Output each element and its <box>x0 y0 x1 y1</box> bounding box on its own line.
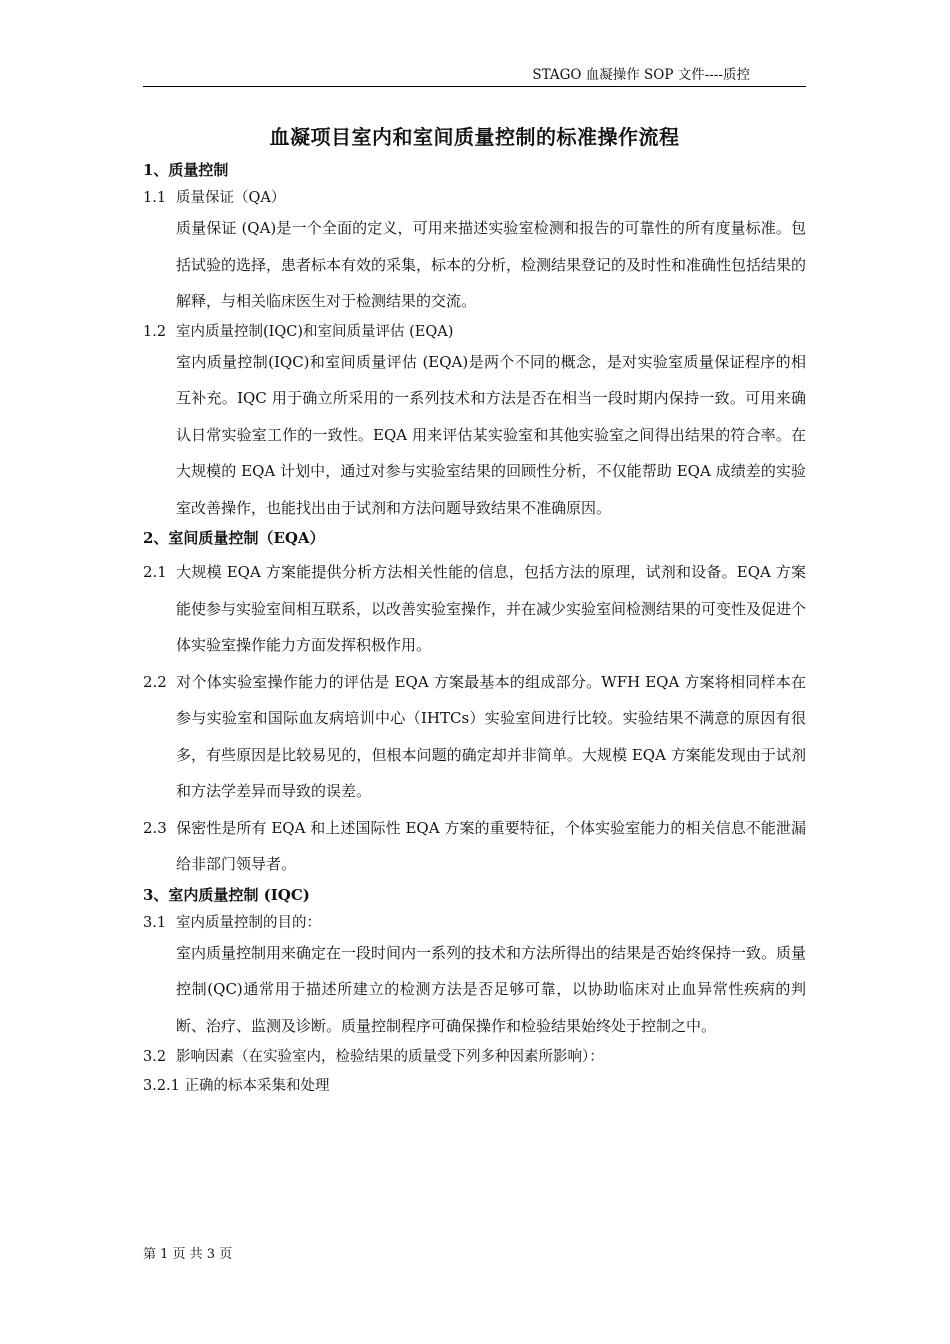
item-number: 2.1 <box>143 563 167 581</box>
subsection-number: 3.1 <box>143 914 167 931</box>
subsection-heading-3-2-1: 3.2.1 正确的标本采集和处理 <box>143 1078 330 1094</box>
subsection-heading-1-1 <box>143 186 806 210</box>
subsection-title: 质量保证（QA） <box>176 190 286 206</box>
section-heading-3: 3、室内质量控制 (IQC) <box>143 885 310 904</box>
item-number: 2.3 <box>143 818 167 837</box>
page-footer: 第 1 页 共 3 页 <box>143 1247 233 1262</box>
item-number: 2.2 <box>143 672 167 691</box>
subsection-title: 室内质量控制(IQC)和室间质量评估 (EQA) <box>176 323 454 340</box>
document-title: 血凝项目室内和室间质量控制的标准操作流程 <box>269 125 680 149</box>
page-header: STAGO 血凝操作 SOP 文件----质控 <box>143 66 806 87</box>
item-text: 保密性是所有 EQA 和上述国际性 EQA 方案的重要特征，个体实验室能力的相关信息不能泄漏给非部门领导者。 <box>176 818 806 873</box>
subsection-title: 室内质量控制的目的： <box>176 914 321 931</box>
paragraph-3-1: 室内质量控制用来确定在一段时间内一系列的技术和方法所得出的结果是否始终保持一致。质量控制(QC)通常用于描述所建立的检测方法是否足够可靠，以协助临床对止血异常性疾病的判断、治疗、监测及诊断。质量控制程序可确保操作和检验结果始终处于控制之中。 <box>176 943 807 1035</box>
list-item-2-1 <box>143 554 806 664</box>
paragraph-1-1: 质量保证 (QA)是一个全面的定义，可用来描述实验室检测和报告的可靠性的所有度量标准。包括试验的选择，患者标本有效的采集，标本的分析，检测结果登记的及时性和准确性包括结果的解释，与相关临床医生对于检测结果的交流。 <box>176 219 807 310</box>
subsection-number: 3.2 <box>143 1049 167 1065</box>
item-text: 大规模 EQA 方案能提供分析方法相关性能的信息，包括方法的原理，试剂和设备。EQA 方案能使参与实验室间相互联系，以改善实验室操作，并在减少实验室间检测结果的可变性及促进个体实验室操作能力方面发挥积极作用。 <box>176 563 807 654</box>
list-item-2-2 <box>143 664 806 810</box>
subsection-heading-3-2 <box>143 1044 806 1070</box>
subsection-number: 1.1 <box>143 190 167 206</box>
section-heading-1: 1、质量控制 <box>143 161 229 179</box>
subsection-heading-3-1 <box>143 911 806 935</box>
list-item-2-3 <box>143 810 806 883</box>
paragraph-1-2: 室内质量控制(IQC)和室间质量评估 (EQA)是两个不同的概念，是对实验室质量保证程序的相互补充。IQC 用于确立所采用的一系列技术和方法是否在相当一段时期内保持一致。可用来确认日常实验室工作的一致性。EQA 用来评估某实验室和其他实验室之间得出结果的符合率。在大规模的 EQA 计划中，通过对参与实验室结果的回顾性分析，不仅能帮助 EQA 成绩差的实验室改善操作，也能找出由于试剂和方法问题导致结果不准确原因。 <box>176 352 806 517</box>
section-heading-2: 2、室间质量控制（EQA） <box>143 529 325 547</box>
subsection-heading-1-2 <box>143 320 806 344</box>
subsection-title: 影响因素（在实验室内，检验结果的质量受下列多种因素所影响）： <box>176 1049 604 1065</box>
document-body <box>143 122 806 1098</box>
subsection-number: 1.2 <box>143 323 167 340</box>
item-text: 对个体实验室操作能力的评估是 EQA 方案最基本的组成部分。WFH EQA 方案将相同样本在参与实验室和国际血友病培训中心（IHTCs）实验室间进行比较。实验结果不满意的原因有很多，有些原因是比较易见的，但根本问题的确定却并非简单。大规模 EQA 方案能发现由于试剂和方法学差异而导致的误差。 <box>176 672 806 800</box>
